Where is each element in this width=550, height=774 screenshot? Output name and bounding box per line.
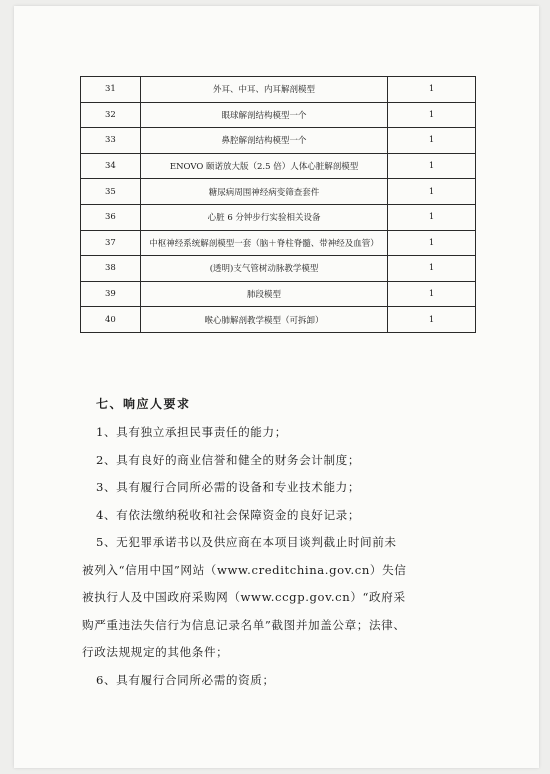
requirement-line: 行政法规规定的其他条件； xyxy=(82,645,229,659)
requirement-line: 被执行人及中国政府采购网（www.ccgp.gov.cn）“政府采 xyxy=(82,590,406,604)
table-row xyxy=(81,179,476,205)
table-row xyxy=(81,230,476,256)
item-name: 肺段模型 xyxy=(140,281,387,307)
item-name: 鼻腔解剖结构模型一个 xyxy=(140,128,387,154)
item-quantity: 1 xyxy=(388,230,476,256)
item-name: 眼球解剖结构模型一个 xyxy=(140,102,387,128)
item-name: 糖尿病周围神经病变筛查套件 xyxy=(140,179,387,205)
table-row xyxy=(81,307,476,333)
item-name: ENOVO 颐诺放大版（2.5 倍）人体心脏解剖模型 xyxy=(140,153,387,179)
item-name: 中枢神经系统解剖模型一套（脑＋脊柱脊髓、带神经及血管） xyxy=(140,230,387,256)
row-number: 36 xyxy=(81,204,141,230)
item-name: 喉心肺解剖教学模型（可拆卸） xyxy=(140,307,387,333)
item-quantity: 1 xyxy=(388,102,476,128)
section-heading: 七、响应人要求 xyxy=(96,397,191,411)
item-quantity: 1 xyxy=(388,307,476,333)
row-number: 35 xyxy=(81,179,141,205)
item-name: (透明)支气管树动脉教学模型 xyxy=(140,256,387,282)
requirement-line: 4、有依法缴纳税收和社会保障资金的良好记录； xyxy=(96,507,361,522)
item-quantity: 1 xyxy=(388,204,476,230)
row-number: 32 xyxy=(81,102,141,128)
item-quantity: 1 xyxy=(388,179,476,205)
requirement-line: 6、具有履行合同所必需的资质； xyxy=(96,672,275,687)
row-number: 33 xyxy=(81,128,141,154)
item-quantity: 1 xyxy=(388,281,476,307)
row-number: 40 xyxy=(81,307,141,333)
table-row xyxy=(81,153,476,179)
item-quantity: 1 xyxy=(388,153,476,179)
table-row xyxy=(81,102,476,128)
item-quantity: 1 xyxy=(388,128,476,154)
requirements-list xyxy=(82,419,482,694)
requirement-line: 5、无犯罪承诺书以及供应商在本项目谈判截止时间前未 xyxy=(96,535,397,549)
requirement-line: 2、具有良好的商业信誉和健全的财务会计制度； xyxy=(96,452,361,467)
row-number: 34 xyxy=(81,153,141,179)
equipment-table-body xyxy=(81,77,476,333)
table-row xyxy=(81,128,476,154)
table-row xyxy=(81,77,476,103)
row-number: 31 xyxy=(81,77,141,103)
item-quantity: 1 xyxy=(388,77,476,103)
row-number: 38 xyxy=(81,256,141,282)
item-name: 心脏 6 分钟步行实验相关设备 xyxy=(140,204,387,230)
requirement-line: 被列入“信用中国”网站（www.creditchina.gov.cn）失信 xyxy=(82,562,407,577)
requirement-line: 购严重违法失信行为信息记录名单”截图并加盖公章；法律、 xyxy=(82,617,406,632)
table-row xyxy=(81,204,476,230)
row-number: 39 xyxy=(81,281,141,307)
row-number: 37 xyxy=(81,230,141,256)
table-row xyxy=(81,281,476,307)
requirement-line: 1、具有独立承担民事责任的能力； xyxy=(96,425,287,439)
requirement-line: 3、具有履行合同所必需的设备和专业技术能力； xyxy=(96,480,361,494)
table-row xyxy=(81,256,476,282)
item-quantity: 1 xyxy=(388,256,476,282)
equipment-table xyxy=(80,76,476,333)
item-name: 外耳、中耳、内耳解剖模型 xyxy=(140,77,387,103)
